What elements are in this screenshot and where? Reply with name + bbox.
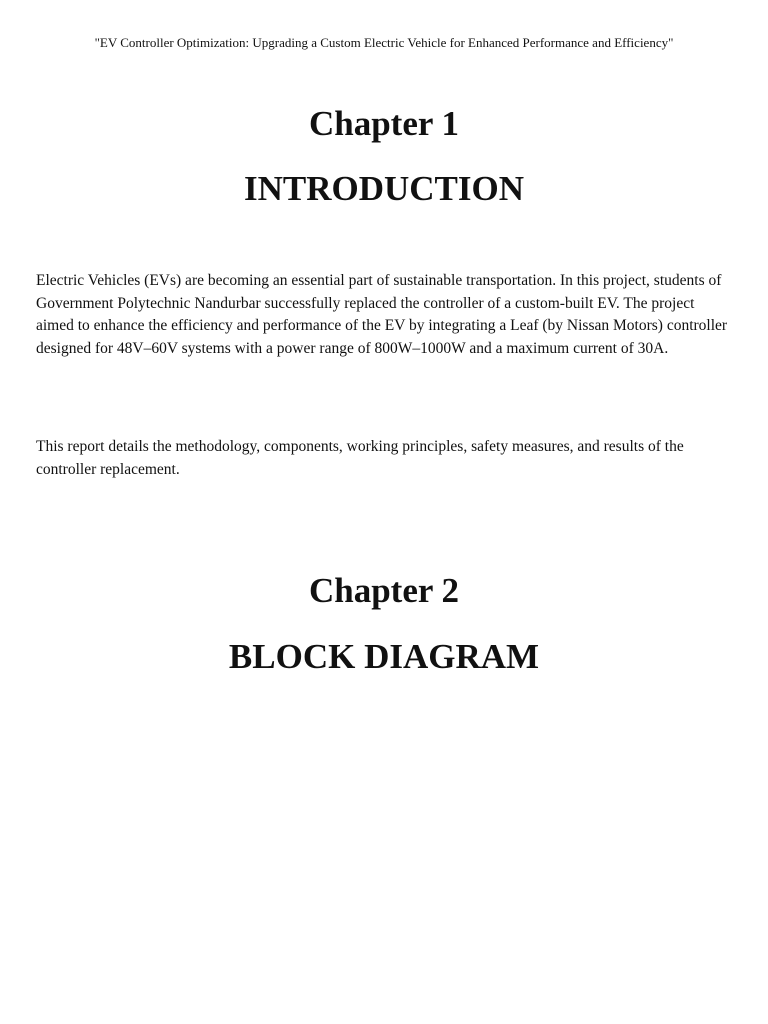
chapter-2-label: Chapter 2 [308,571,460,610]
introduction-paragraph-2: This report details the methodology, components, working principles, safety measures, and results of the controller replacement. [36,438,684,478]
introduction-paragraph-1: Electric Vehicles (EVs) are becoming an essential part of sustainable transportation. In this project, students of Government Polytechnic Nandurbar successfully replaced the controller of a custom-built EV. The project aimed to enhance the efficiency and performance of the EV by integrating a Leaf (by Nissan Motors) controller designed for 48V–60V systems with a power range of 800W–1000W and a maximum current of 30A. [36,272,728,357]
running-header: "EV Controller Optimization: Upgrading a Custom Electric Vehicle for Enhanced Performance and Efficiency" [94,35,674,50]
chapter-1-label: Chapter 1 [308,104,460,143]
chapter-2-title: BLOCK DIAGRAM [228,637,540,676]
chapter-1-title: INTRODUCTION [243,169,525,208]
